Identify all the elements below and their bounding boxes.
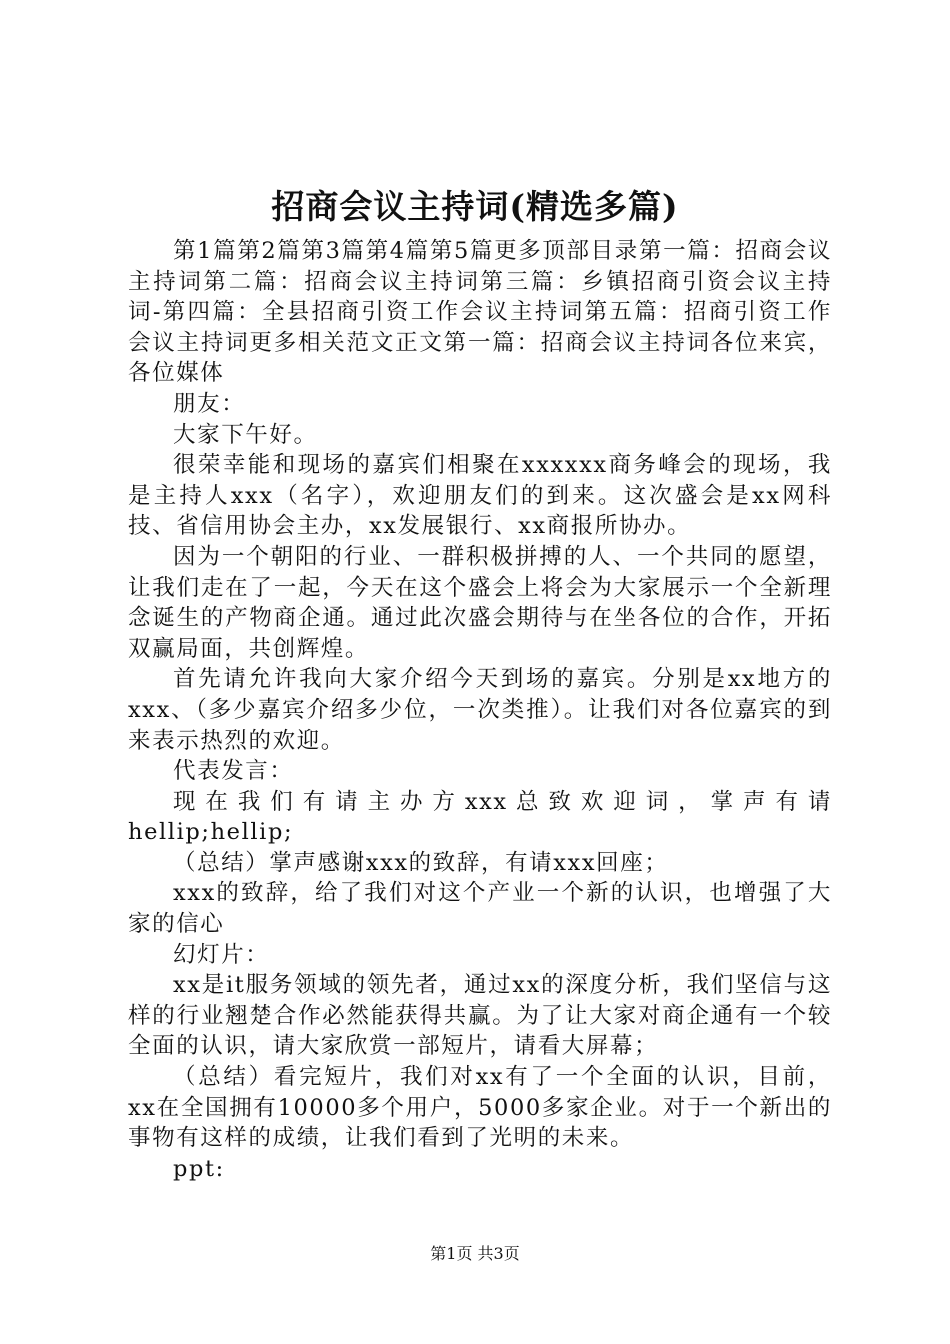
document-title: 招商会议主持词(精选多篇) <box>271 187 679 226</box>
paragraph-slides-summary: （总结）看完短片，我们对xx有了一个全面的认识，目前，xx在全国拥有10000多个用户，5000多家企业。对于一个新出的事物有这样的成绩，让我们看到了光明的未来。 <box>128 1064 832 1152</box>
paragraph-slides-heading: 幻灯片： <box>173 941 270 968</box>
paragraph-ppt-heading: ppt: <box>173 1155 225 1182</box>
paragraph-guests: 首先请允许我向大家介绍今天到场的嘉宾。分别是xx地方的xxx、（多少嘉宾介绍多少位，一次类推）。让我们对各位嘉宾的到来表示热烈的欢迎。 <box>128 666 832 754</box>
document-body <box>128 236 832 1184</box>
paragraph-friends: 朋友： <box>173 390 246 417</box>
paragraph-speech-invite: 现在我们有请主办方xxx总致欢迎词，掌声有请hellip;hellip; <box>128 788 832 846</box>
page-number-footer: 第1页 共3页 <box>430 1244 520 1263</box>
paragraph-speech-heading: 代表发言： <box>173 758 294 785</box>
paragraph-welcome: 很荣幸能和现场的嘉宾们相聚在xxxxxx商务峰会的现场，我是主持人xxx（名字），欢迎朋友们的到来。这次盛会是xx网科技、省信用协会主办，xx发展银行、xx商报所协办。 <box>128 452 832 540</box>
paragraph-purpose: 因为一个朝阳的行业、一群积极拼搏的人、一个共同的愿望，让我们走在了一起，今天在这个盛会上将会为大家展示一个全新理念诞生的产物商企通。通过此次盛会期待与在坐各位的合作，开拓双赢局面，共创辉煌。 <box>128 543 832 662</box>
paragraph-speech-summary: xxx的致辞，给了我们对这个产业一个新的认识，也增强了大家的信心 <box>128 880 832 938</box>
paragraph-toc-intro: 第1篇第2篇第3篇第4篇第5篇更多顶部目录第一篇：招商会议主持词第二篇：招商会议主持词第三篇：乡镇招商引资会议主持词-第四篇：全县招商引资工作会议主持词第五篇：招商引资工作会议主持词更多相关范文正文第一篇：招商会议主持词各位来宾，各位媒体 <box>128 238 832 387</box>
paragraph-slides-intro: xx是it服务领域的领先者，通过xx的深度分析，我们坚信与这样的行业翘楚合作必然能获得共赢。为了让大家对商企通有一个较全面的认识，请大家欣赏一部短片，请看大屏幕； <box>128 972 832 1060</box>
paragraph-greeting: 大家下午好。 <box>173 421 318 448</box>
paragraph-speech-thanks: （总结）掌声感谢xxx的致辞，有请xxx回座； <box>173 849 669 876</box>
